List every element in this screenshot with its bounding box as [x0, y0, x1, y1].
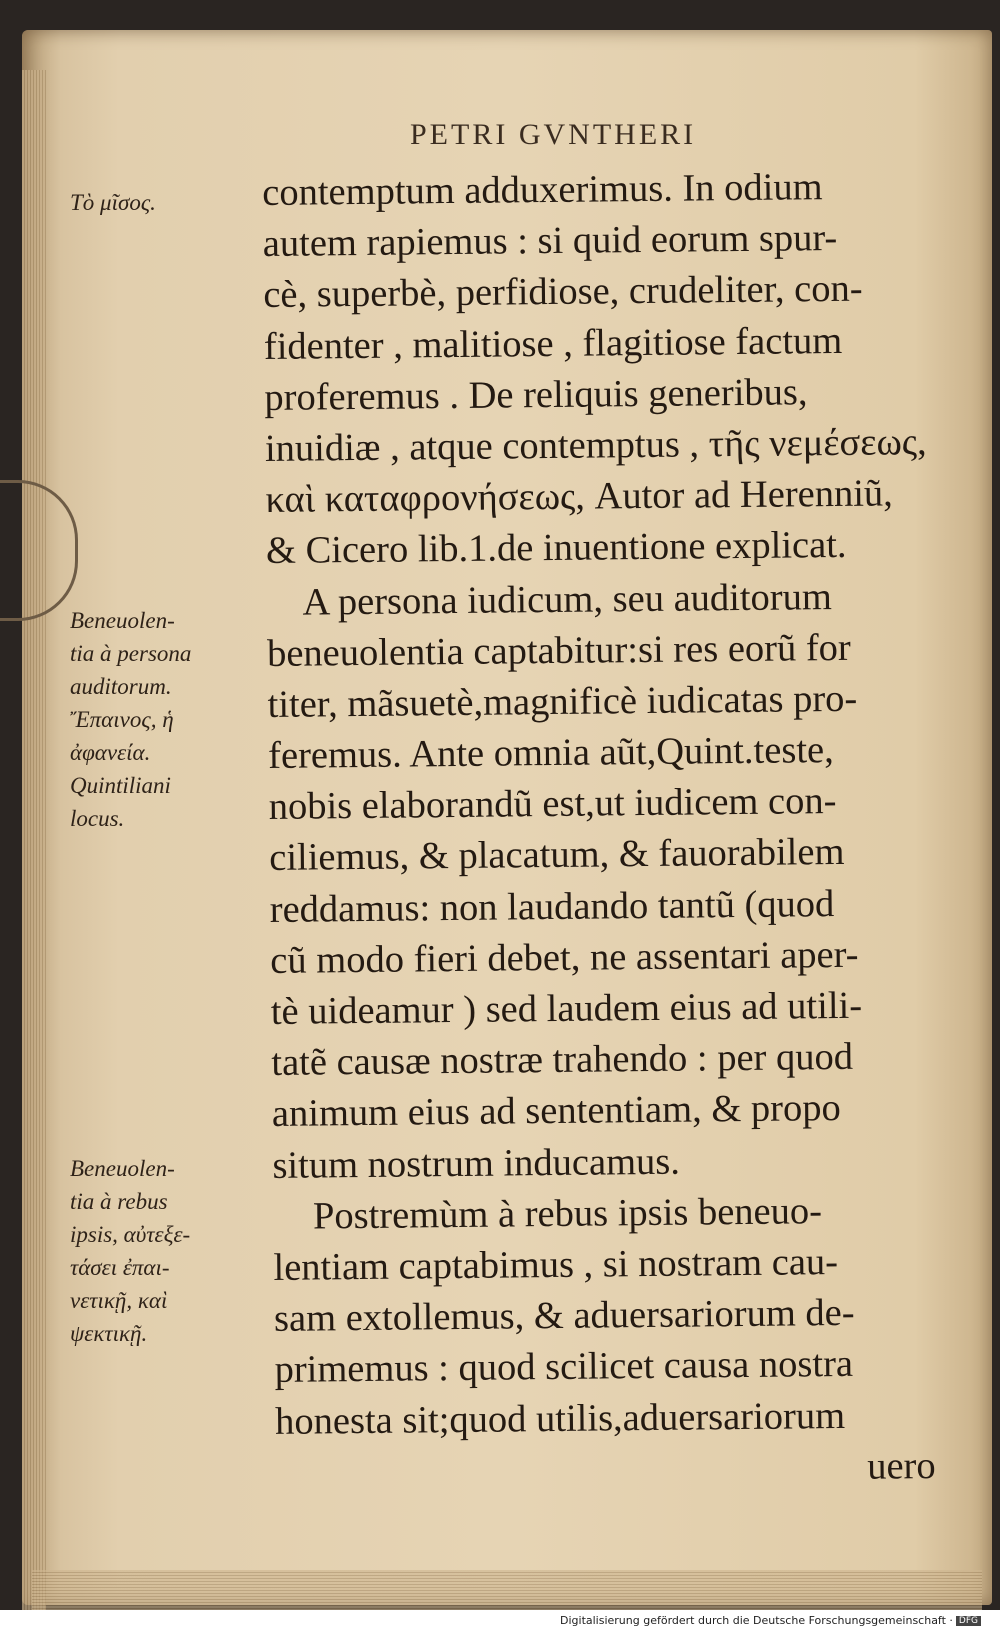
digitization-credit [560, 1614, 998, 1627]
main-text-block [262, 161, 936, 1499]
text-line: feremus. Ante omnia aũt,Quint.teste, [267, 729, 834, 778]
text-line: tatẽ causæ nostræ trahendo : per quod [271, 1036, 854, 1085]
catchword: uero [866, 1444, 936, 1488]
margin-note-line: Τὸ μῖσος. [70, 190, 156, 215]
text-line: sam extollemus, & aduersariorum de- [273, 1291, 855, 1341]
text-line: titer, mãsuetè,magnificè iudicatas pro- [267, 677, 858, 726]
text-line: A persona iudicum, seu auditorum [302, 575, 833, 624]
text-line: cũ modo fieri debet, ne assentari aper- [270, 933, 859, 982]
text-line: & Cicero lib.1.de inuentione explicat. [265, 524, 847, 573]
text-line: nobis elaborandũ est,ut iudicem con- [268, 780, 837, 829]
page-edges [22, 70, 46, 1610]
text-line: inuidiæ , atque contemptus , τῆς νεμέσεως, [264, 420, 927, 470]
margin-note-line: tia à persona [70, 641, 192, 666]
text-line: situm nostrum inducamus. [272, 1140, 681, 1187]
margin-note-line: Ἔπαινος, ἡ [70, 707, 174, 732]
margin-note-line: locus. [70, 806, 125, 831]
margin-note-line: tia à rebus [70, 1189, 168, 1214]
margin-note-2 [70, 604, 250, 835]
margin-note-line: Beneuolen- [70, 1156, 175, 1181]
text-line: proferemus . De reliquis generibus, [264, 371, 808, 419]
text-line: ciliemus, & placatum, & fauorabilem [269, 831, 845, 880]
text-line: καὶ καταφρονήσεως, Autor ad Herenniũ, [265, 472, 894, 522]
text-line: autem rapiemus : si quid eorum spur- [262, 217, 838, 266]
margin-note-line: Beneuolen- [70, 608, 175, 633]
dfg-logo-icon: DFG [956, 1616, 981, 1626]
margin-note-1 [70, 186, 250, 219]
margin-note-line: νετικῇ, καὶ [70, 1288, 168, 1313]
text-line: animum eius ad sententiam, & propo [271, 1087, 841, 1136]
margin-note-line: τάσει ἐπαι- [70, 1255, 170, 1280]
text-line: cè, superbè, perfidiose, crudeliter, con- [263, 268, 863, 317]
margin-note-line: ipsis, αὐτεξε- [70, 1222, 191, 1247]
margin-note-3 [70, 1152, 250, 1350]
text-line: primemus : quod scilicet causa nostra [274, 1343, 854, 1392]
text-line: beneuolentia captabitur:si res eorũ for [266, 626, 851, 675]
text-line: lentiam captabimus , si nostram cau- [273, 1240, 839, 1289]
margin-note-line: Quintiliani [70, 773, 171, 798]
margin-note-line: ψεκτικῇ. [70, 1321, 148, 1346]
page-bottom-edges [32, 1570, 982, 1610]
margin-note-line: ἀφανεία. [70, 740, 151, 765]
text-line: Postremùm à rebus ipsis beneuo- [312, 1189, 823, 1238]
text-line: contemptum adduxerimus. In odium [262, 166, 823, 214]
text-line: honesta sit;quod utilis,aduersariorum [274, 1394, 846, 1443]
credit-text: Digitalisierung gefördert durch die Deutsche Forschungsgemeinschaft · [560, 1614, 953, 1627]
margin-note-line: auditorum. [70, 674, 172, 699]
text-line: tè uideamur ) sed laudem eius ad utili- [270, 984, 863, 1033]
text-line: reddamus: non laudando tantũ (quod [269, 882, 835, 931]
text-line: fidenter , malitiose , flagitiose factum [263, 319, 843, 368]
running-header: PETRI GVNTHERI [410, 118, 697, 151]
